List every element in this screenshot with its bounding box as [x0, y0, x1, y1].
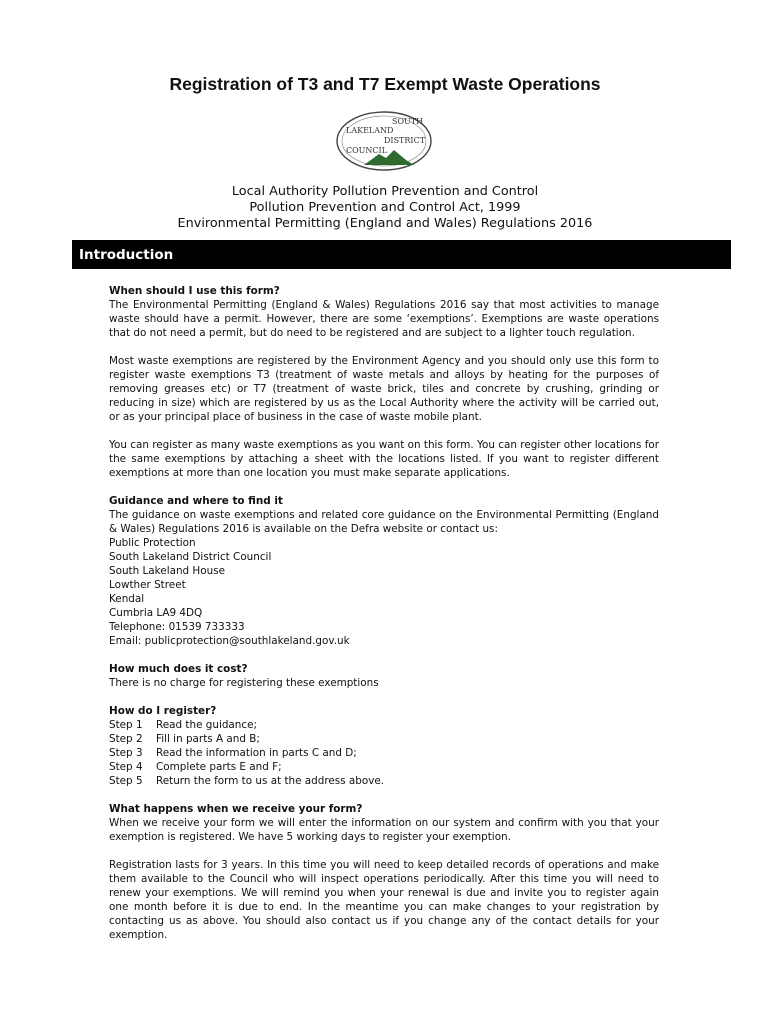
question-heading: How much does it cost?	[109, 663, 248, 675]
telephone-line: Telephone: 01539 733333	[109, 621, 245, 633]
question-heading: What happens when we receive your form?	[109, 803, 363, 815]
step-text: Complete parts E and F;	[156, 761, 282, 773]
paragraph: The Environmental Permitting (England & Wales) Regulations 2016 say that most activities to manage waste should have a permit. However, there are some ‘exemptions’. Exemptions are waste operations that do not need a permit, but do need to be registered and are subject to a lighter touch regulation.	[109, 299, 659, 339]
section-heading-introduction: Introduction	[72, 240, 731, 269]
subtitle-line-3: Environmental Permitting (England and Wales) Regulations 2016	[177, 216, 593, 231]
step-text: Read the information in parts C and D;	[156, 747, 357, 759]
question-heading: Guidance and where to find it	[109, 495, 283, 507]
step-item	[109, 732, 659, 746]
address-line: South Lakeland House	[109, 565, 225, 577]
step-number: Step 1	[109, 719, 143, 731]
step-item	[109, 760, 659, 774]
email-line: Email: publicprotection@southlakeland.gov.uk	[109, 635, 350, 647]
address-line: Cumbria LA9 4DQ	[109, 607, 203, 619]
question-heading: How do I register?	[109, 705, 217, 717]
step-text: Read the guidance;	[156, 719, 257, 731]
question-heading: When should I use this form?	[109, 285, 280, 297]
introduction-content	[109, 284, 659, 942]
logo-text-south: SOUTH	[392, 117, 424, 126]
step-item	[109, 774, 659, 788]
logo-text-lakeland: LAKELAND	[346, 126, 394, 135]
subtitle-line-2: Pollution Prevention and Control Act, 1999	[249, 200, 521, 215]
address-line: Lowther Street	[109, 579, 186, 591]
address-line: Kendal	[109, 593, 145, 605]
subtitle-line-1: Local Authority Pollution Prevention and Control	[231, 184, 539, 199]
logo-text-council: COUNCIL	[346, 146, 388, 155]
paragraph: Registration lasts for 3 years. In this time you will need to keep detailed records of operations and make them available to the Council who will inspect operations periodically. After this time you will need to renew your exemptions. We will remind you when your renewal is due and invite you to register again one month before it is due to end. In the meantime you can make changes to your registration by contacting us as above. You should also contact us if you change any of the contact details for your exemption.	[109, 859, 659, 941]
step-item	[109, 746, 659, 760]
steps-list	[109, 718, 659, 788]
step-text: Return the form to us at the address above.	[156, 775, 385, 787]
step-text: Fill in parts A and B;	[156, 733, 260, 745]
page-title: Registration of T3 and T7 Exempt Waste Operations	[169, 74, 601, 94]
paragraph: You can register as many waste exemptions as you want on this form. You can register other locations for the same exemptions by attaching a sheet with the locations listed. If you want to register different exemptions at more than one location you must make separate applications.	[109, 439, 659, 479]
council-logo	[334, 110, 434, 172]
step-number: Step 4	[109, 761, 143, 773]
paragraph: When we receive your form we will enter the information on our system and confirm with you that your exemption is registered. We have 5 working days to register your exemption.	[109, 817, 659, 843]
paragraph: There is no charge for registering these exemptions	[109, 677, 379, 689]
paragraph: Most waste exemptions are registered by the Environment Agency and you should only use this form to register waste exemptions T3 (treatment of waste metals and alloys by heating for the purposes of removing greases etc) or T7 (treatment of waste brick, tiles and concrete by crushing, grinding or reducing in size) which are registered by us as the Local Authority where the activity will be carried out, or as your principal place of business in the case of waste mobile plant.	[109, 355, 659, 423]
paragraph: The guidance on waste exemptions and related core guidance on the Environmental Permitting (England & Wales) Regulations 2016 is available on the Defra website or contact us:	[109, 509, 659, 535]
address-line: Public Protection	[109, 537, 196, 549]
step-item	[109, 718, 659, 732]
step-number: Step 5	[109, 775, 143, 787]
contact-address	[109, 536, 659, 648]
step-number: Step 2	[109, 733, 143, 745]
step-number: Step 3	[109, 747, 143, 759]
logo-text-district: DISTRICT	[384, 136, 426, 145]
address-line: South Lakeland District Council	[109, 551, 272, 563]
